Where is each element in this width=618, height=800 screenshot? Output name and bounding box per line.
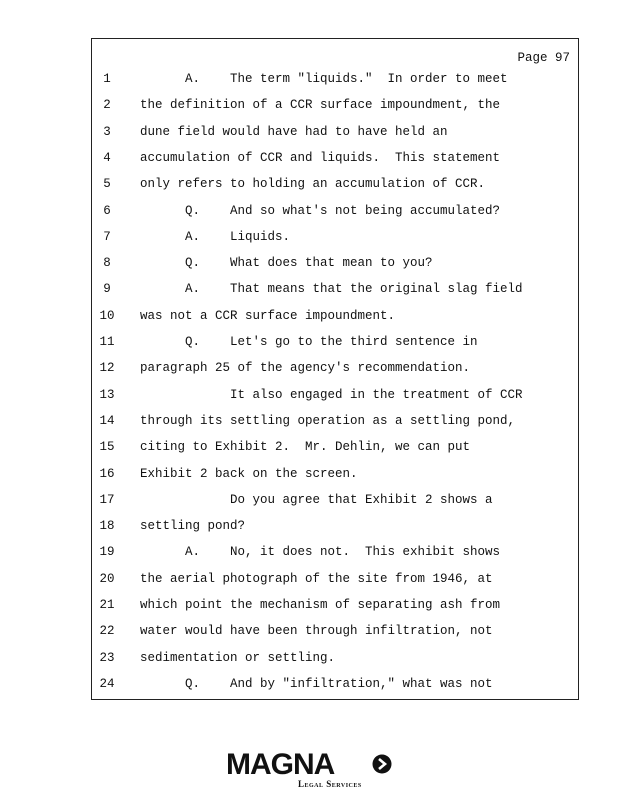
line-text: Q. And so what's not being accumulated? <box>140 203 501 218</box>
line-number: 14 <box>99 413 115 428</box>
line-text: It also engaged in the treatment of CCR <box>140 387 523 402</box>
line-text: Q. And by "infiltration," what was not <box>140 676 493 691</box>
transcript-line <box>92 256 578 276</box>
line-number: 8 <box>103 256 111 271</box>
transcript-line <box>92 388 578 408</box>
transcript-line <box>92 519 578 539</box>
transcript-line <box>92 677 578 697</box>
line-number: 13 <box>99 387 115 402</box>
line-text: was not a CCR surface impoundment. <box>140 308 396 323</box>
line-number: 11 <box>99 335 115 349</box>
line-number: 17 <box>99 492 115 507</box>
transcript-line <box>92 361 578 381</box>
line-number: 2 <box>103 98 111 113</box>
transcript-line <box>92 467 578 487</box>
line-text: Exhibit 2 back on the screen. <box>140 466 358 481</box>
transcript-line <box>92 493 578 513</box>
transcript-line <box>92 72 578 92</box>
line-text: sedimentation or settling. <box>140 650 336 665</box>
line-number: 19 <box>99 545 115 560</box>
transcript-line <box>92 177 578 197</box>
logo-subtitle: Legal Services <box>298 779 362 789</box>
line-text: A. Liquids. <box>140 229 291 244</box>
line-text: A. The term "liquids." In order to meet <box>140 72 508 86</box>
transcript-line <box>92 282 578 302</box>
transcript-line <box>92 414 578 434</box>
line-text: A. That means that the original slag field <box>140 282 523 297</box>
line-number: 21 <box>99 598 115 612</box>
line-number: 10 <box>99 308 115 323</box>
line-text: A. No, it does not. This exhibit shows <box>140 545 501 560</box>
line-number: 16 <box>99 466 115 481</box>
transcript-line <box>92 545 578 565</box>
transcript-line <box>92 598 578 618</box>
line-text: Q. Let's go to the third sentence in <box>140 335 478 349</box>
line-text: settling pond? <box>140 519 246 534</box>
line-number: 20 <box>99 571 115 586</box>
line-text: the aerial photograph of the site from 1946, at <box>140 571 493 586</box>
transcript-page <box>91 38 579 700</box>
transcript-line <box>92 335 578 355</box>
line-text: the definition of a CCR surface impoundment, the <box>140 98 501 113</box>
line-number: 15 <box>99 440 115 455</box>
transcript-line <box>92 151 578 171</box>
transcript-line <box>92 624 578 644</box>
line-number: 6 <box>103 203 111 218</box>
transcript-line <box>92 230 578 250</box>
arrow-circle-icon <box>372 754 392 774</box>
line-text: Q. What does that mean to you? <box>140 256 433 271</box>
line-text: dune field would have had to have held an <box>140 124 448 139</box>
line-text: through its settling operation as a settling pond, <box>140 413 516 428</box>
line-text: water would have been through infiltration, not <box>140 624 493 639</box>
line-number: 1 <box>103 72 111 86</box>
line-text: which point the mechanism of separating ash from <box>140 598 501 612</box>
magna-logo <box>226 748 396 792</box>
line-number: 7 <box>103 229 111 244</box>
line-number: 18 <box>99 519 115 534</box>
line-number: 9 <box>103 282 111 297</box>
line-text: only refers to holding an accumulation of CCR. <box>140 177 486 192</box>
line-number: 23 <box>99 650 115 665</box>
transcript-line <box>92 651 578 671</box>
transcript-line <box>92 98 578 118</box>
line-number: 12 <box>99 361 115 376</box>
page-number: Page 97 <box>517 51 570 65</box>
transcript-line <box>92 309 578 329</box>
logo-wordmark: MAGNA <box>226 748 335 781</box>
line-number: 24 <box>99 676 115 691</box>
line-number: 22 <box>99 624 115 639</box>
line-number: 3 <box>103 124 111 139</box>
line-text: paragraph 25 of the agency's recommendation. <box>140 361 471 376</box>
line-text: Do you agree that Exhibit 2 shows a <box>140 492 493 507</box>
transcript-line <box>92 572 578 592</box>
line-number: 5 <box>103 177 111 192</box>
line-text: citing to Exhibit 2. Mr. Dehlin, we can put <box>140 440 471 455</box>
transcript-line <box>92 204 578 224</box>
line-text: accumulation of CCR and liquids. This statement <box>140 150 501 165</box>
line-number: 4 <box>103 150 111 165</box>
transcript-line <box>92 125 578 145</box>
transcript-line <box>92 440 578 460</box>
